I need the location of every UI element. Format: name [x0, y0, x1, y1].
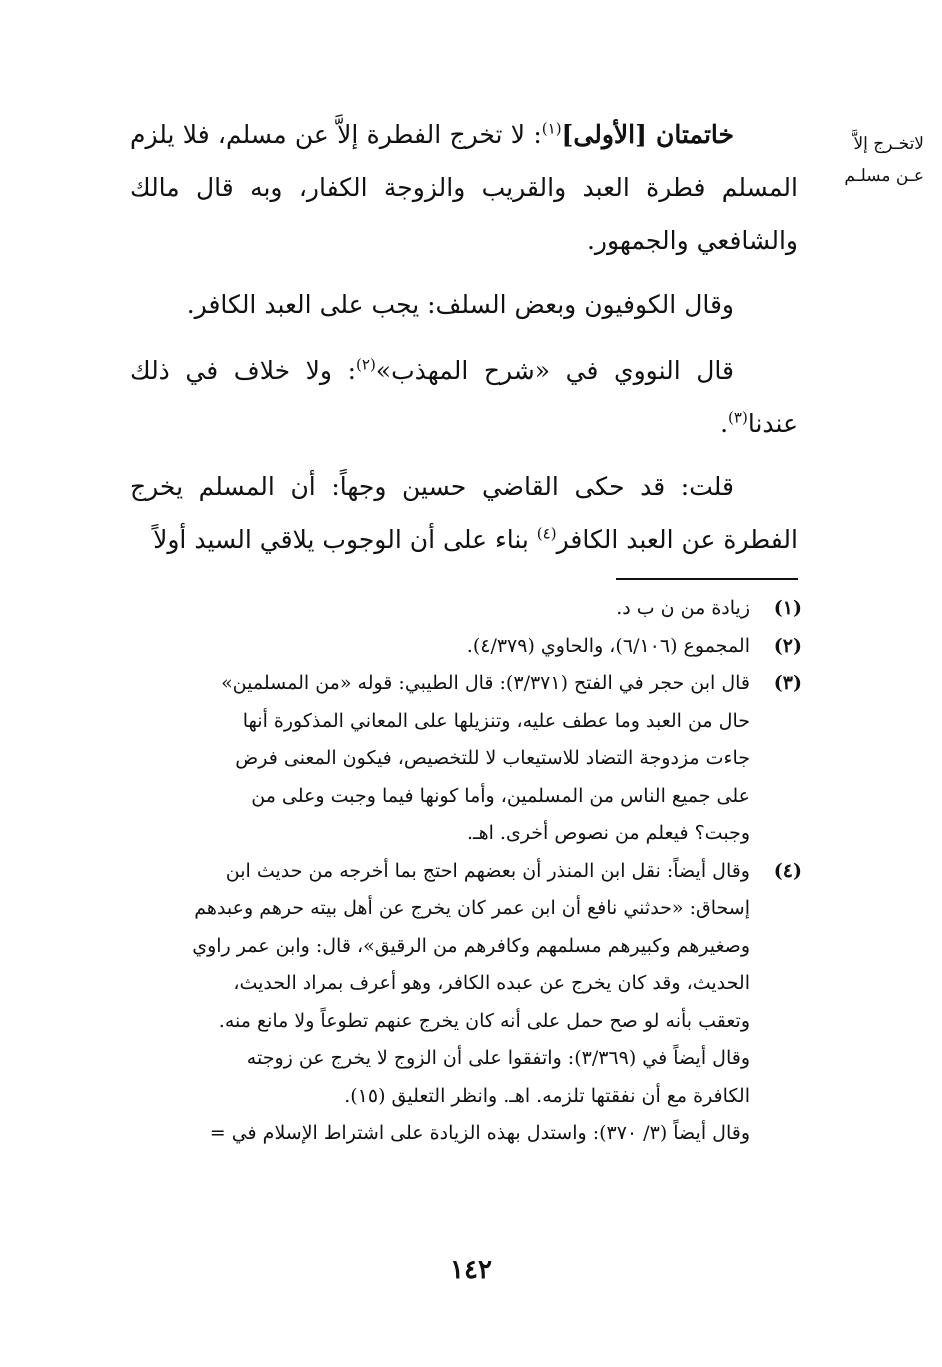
footnote-number: (٢)	[773, 634, 802, 657]
footnote-line: وقال أيضاً (٣/ ٣٧٠): واستدل بهذه الزيادة على اشتراط الإسلام في =	[209, 1122, 750, 1144]
paragraph-text: : ولا خلاف في ذلك عندنا	[130, 356, 798, 438]
footnote-ref-4[interactable]: (٤)	[536, 524, 557, 543]
footnote-number: (١)	[773, 597, 802, 619]
paragraph-text: قلت: قد حكى القاضي حسين وجهاً: أن المسلم يخرج الفطرة عن العبد الكافر	[130, 472, 798, 554]
paragraph-closing-notes	[130, 108, 798, 267]
paragraph-text: .	[720, 409, 729, 438]
paragraph-text: قال النووي في «شرح المهذب»	[375, 356, 735, 385]
paragraph-author-comment	[130, 460, 798, 566]
footnote-ref-1[interactable]: (١)	[541, 119, 562, 138]
margin-note	[806, 128, 924, 192]
footnote-line: جاءت مزدوجة التضاد للاستيعاب لا للتخصيص، فيكون المعنى فرض	[235, 747, 750, 769]
margin-note-line-2: عـن مسلـم	[844, 166, 924, 186]
footnote-line: وجبت؟ فيعلم من نصوص أخرى. اهـ.	[466, 822, 750, 844]
footnote-2	[130, 628, 802, 666]
margin-note-line-1: لاتخـرج إلاَّ	[853, 134, 924, 154]
footnote-line: وقال أيضاً: نقل ابن المنذر أن بعضهم احتج بما أخرجه من حديث ابن	[225, 859, 750, 882]
footnote-line: زيادة من ن ب د.	[616, 597, 750, 619]
footnote-line: المجموع (٦/١٠٦)، والحاوي (٤/٣٧٩).	[466, 634, 750, 657]
footnote-line: وتعقب بأنه لو صح حمل على أنه كان يخرج عنهم تطوعاً ولا مانع منه.	[218, 1009, 750, 1032]
paragraph-text: بناء على أن الوجوب يلاقي السيد أولاً	[153, 525, 537, 554]
paragraph-nawawi	[130, 344, 798, 450]
section-heading: خاتمتان [الأولى]	[561, 120, 734, 149]
footnote-4	[130, 853, 802, 1153]
paragraph-text: : لا تخرج الفطرة إلاَّ عن مسلم، فلا يلزم المسلم فطرة العبد والقريب والزوجة الكفار، وبه قال مالك والشافعي والجمهور.	[130, 120, 798, 255]
footnotes-section	[130, 590, 802, 1153]
footnote-line: حال من العبد وما عطف عليه، وتنزيلها على المعاني المذكورة أنها	[242, 709, 750, 732]
paragraph-text: وقال الكوفيون وبعض السلف: يجب على العبد الكافر.	[186, 290, 734, 319]
footnote-ref-3[interactable]: (٣)	[728, 408, 748, 427]
page-number: ١٤٢	[450, 1255, 492, 1285]
footnote-number: (٤)	[773, 859, 802, 882]
footnote-separator	[616, 578, 798, 580]
footnote-line: إسحاق: «حدثني نافع أن ابن عمر كان يخرج عن أهل بيته حرهم وعبدهم	[194, 897, 750, 919]
footnote-3	[130, 665, 802, 853]
footnote-line: الكافرة مع أن نفقتها تلزمه. اهـ. وانظر التعليق (١٥).	[344, 1084, 750, 1107]
footnote-line: الحديث، وقد كان يخرج عن عبده الكافر، وهو أعرف بمراد الحديث،	[233, 972, 750, 994]
footnote-number: (٣)	[773, 672, 802, 694]
paragraph-kufans	[130, 278, 798, 331]
footnote-line: قال ابن حجر في الفتح (٣/٣٧١): قال الطيبي: قوله «من المسلمين»	[221, 672, 750, 694]
footnote-line: وقال أيضاً في (٣/٣٦٩): واتفقوا على أن الزوج لا يخرج عن زوجته	[246, 1047, 750, 1069]
footnote-line: وصغيرهم وكبيرهم مسلمهم وكافرهم من الرقيق»، قال: وابن عمر راوي	[192, 934, 750, 957]
footnote-line: على جميع الناس من المسلمين، وأما كونها فيما وجبت وعلى من	[251, 784, 750, 807]
footnote-1	[130, 590, 802, 628]
footnote-ref-2[interactable]: (٢)	[356, 355, 376, 374]
